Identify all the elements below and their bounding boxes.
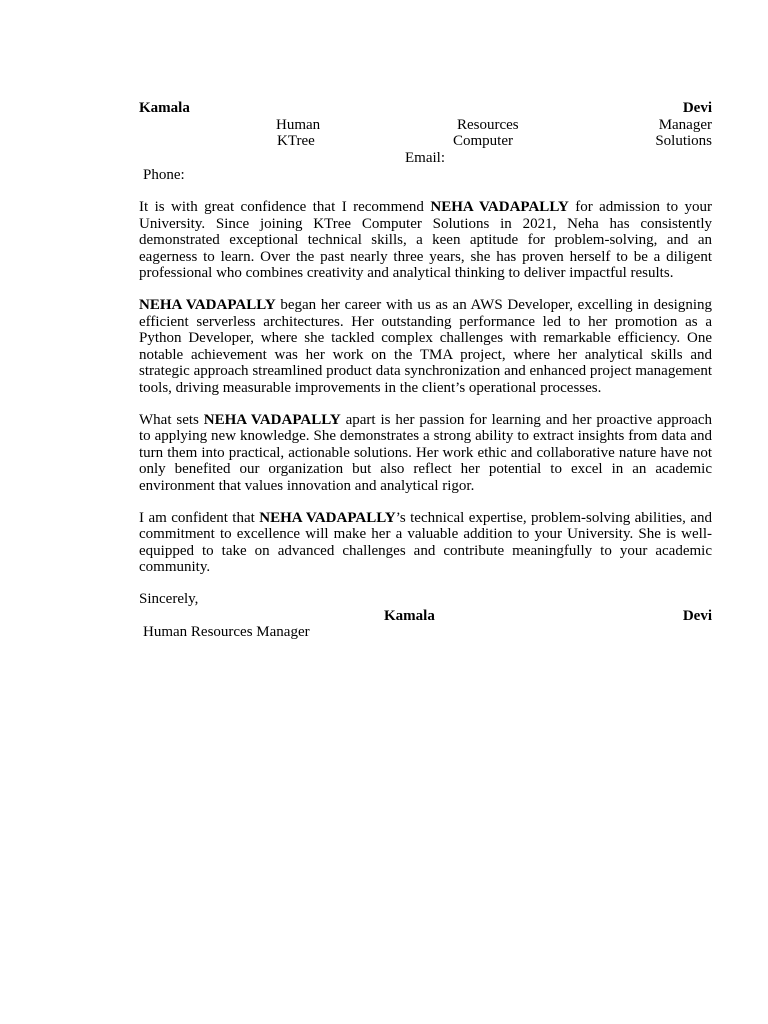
sender-title-word: Human (276, 116, 321, 133)
candidate-name: NEHA VADAPALLY (259, 509, 396, 526)
sender-title-word: Resources (457, 116, 519, 133)
paragraph-text: for admission to your University. Since joining KTree Computer Solutions in 2021, Neha has consistently demonstrated exceptional technical skills, a keen aptitude for problem-solving, and an eagerness to learn. Over the past nearly three years, she has proven herself to be a diligent professional who combines creativity and analytical thinking to deliver impactful results. (139, 199, 712, 281)
candidate-name: NEHA VADAPALLY (203, 411, 341, 428)
company-word: Solutions (655, 133, 712, 149)
company-row (139, 133, 712, 150)
letter-page (139, 100, 712, 641)
email-row (139, 150, 712, 167)
paragraph-text: ’s technical expertise, problem-solving abilities, and commitment to excellence will make her a valuable addition to your University. She is well-equipped to take on advanced challenges and contribute meaningfully to your academic community. (139, 509, 712, 575)
phone-row (139, 167, 712, 184)
paragraph-text: I am confident that (139, 509, 260, 526)
phone-label: Phone: (143, 167, 185, 183)
sincerely-row (139, 591, 712, 608)
paragraph-text: apart is her passion for learning and her proactive approach to applying new knowledge. She demonstrates a strong ability to extract insights from data and turn them into practical, actionable solutions. Her work ethic and collaborative nature have not only benefited our organization but also reflect her potential to excel in an academic environment that values innovation and analytical rigor. (139, 411, 713, 494)
candidate-name: NEHA VADAPALLY (139, 297, 276, 313)
sender-title-row (139, 117, 712, 134)
signer-first-name: Kamala (384, 607, 435, 624)
paragraph-text: What sets (139, 411, 204, 428)
paragraph-text: began her career with us as an AWS Developer, excelling in designing efficient serverless architectures. Her outstanding performance led to her promotion as a Python Developer, where she tackled complex challenges with remarkable efficiency. One notable achievement was her work on the TMA project, where her analytical skills and strategic approach streamlined product data synchronization and enhanced project management tools, driving measurable improvements in the client’s operational processes. (139, 297, 712, 396)
email-label: Email: (405, 149, 445, 166)
company-word: Computer (453, 133, 513, 149)
company-word: KTree (277, 133, 315, 149)
paragraph-text: It is with great confidence that I recommend (139, 199, 431, 215)
signer-last-name: Devi (682, 607, 712, 624)
sincerely-text: Sincerely, (139, 591, 199, 607)
paragraph-2 (139, 297, 712, 396)
sender-name-row (139, 100, 712, 117)
candidate-name: NEHA VADAPALLY (430, 199, 569, 215)
paragraph-3 (139, 412, 712, 495)
paragraph-4 (139, 510, 712, 576)
signer-name-row (139, 608, 712, 625)
sender-first-name: Kamala (139, 100, 190, 116)
sender-last-name: Devi (682, 100, 712, 116)
sender-title-word: Manager (658, 116, 712, 133)
paragraph-1 (139, 199, 712, 282)
signer-title-row (139, 624, 712, 641)
signer-title: Human Resources Manager (143, 624, 310, 640)
